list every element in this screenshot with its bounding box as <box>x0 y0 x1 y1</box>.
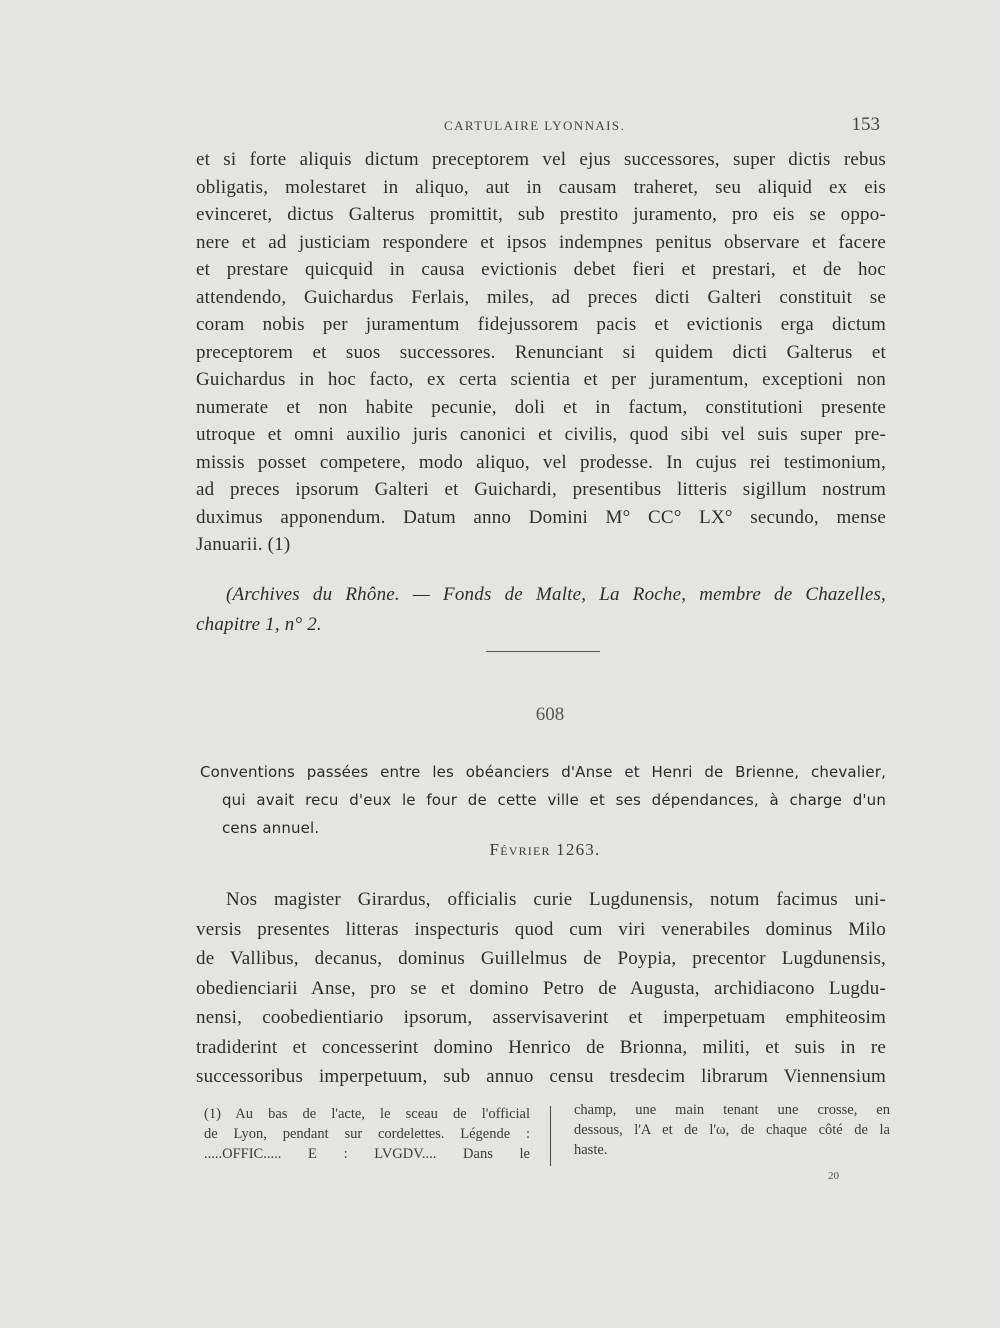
text-line: coram nobis per juramentum fidejussorem pacis et evictionis erga dictum <box>196 314 886 335</box>
footnote-right-column <box>574 1100 890 1160</box>
document-date: Février 1263. <box>489 840 601 859</box>
footnote-line: dessous, l'A et de l'ω, de chaque côté de la <box>574 1122 890 1138</box>
footnote-line: (1) Au bas de l'acte, le sceau de l'official <box>204 1106 530 1122</box>
document-number: 608 <box>535 704 565 725</box>
text-line: preceptorem et suos successores. Renunciant si quidem dicti Galterus et <box>196 341 886 363</box>
footnotes <box>204 1100 890 1172</box>
text-line: ad preces ipsorum Galteri et Guichardi, presentibus litteris sigillum nostrum <box>196 479 886 500</box>
text-line: attendendo, Guichardus Ferlais, miles, ad preces dicti Galteri constituit se <box>196 286 886 308</box>
text-line: nensi, coobedientiario ipsorum, asservisaverint et imperpetuam emphiteosim <box>196 1007 886 1028</box>
text-line: evinceret, dictus Galterus promittit, sub prestito juramento, pro eis se oppo- <box>196 204 886 225</box>
text-line: tradiderint et concesserint domino Henrico de Brionna, militi, et suis in re <box>196 1036 886 1058</box>
text-line: utroque et omni auxilio juris canonici et civilis, quod sibi vel suis super pre- <box>196 424 886 445</box>
text-line: Januarii. (1) <box>196 534 291 555</box>
citation-line: (Archives du Rhône. — Fonds de Malte, La Roche, membre de Chazelles, <box>226 584 886 605</box>
footnote-line: haste. <box>574 1142 608 1158</box>
heading-line: Conventions passées entre les obéanciers d'Anse et Henri de Brienne, chevalier, <box>200 763 886 781</box>
document-body <box>196 885 886 1092</box>
footnote-line: .....OFFIC..... E : LVGDV.... Dans le <box>204 1146 530 1162</box>
text-line: missis posset competere, modo aliquo, vel prodesse. In cujus rei testimonium, <box>196 451 886 473</box>
text-line: successoribus imperpetuum, sub annuo censu tresdecim librarum Viennensium <box>196 1066 886 1087</box>
citation-line: chapitre 1, n° 2. <box>196 614 322 635</box>
heading-line: cens annuel. <box>222 819 320 837</box>
footnote-column-rule <box>550 1106 551 1166</box>
continuation-paragraph <box>196 146 886 559</box>
text-line: numerate et non habite pecunie, doli et in factum, constitutioni presente <box>196 396 886 418</box>
text-line: obligatis, molestaret in aliquo, aut in causam traheret, seu aliquid ex eis <box>196 176 886 198</box>
page-number: 153 <box>851 114 880 135</box>
source-citation <box>196 580 886 640</box>
text-line: et prestare quicquid in causa evictionis debet fieri et prestari, et de hoc <box>196 259 886 280</box>
document-heading <box>200 758 886 842</box>
signature-mark: 20 <box>828 1170 839 1182</box>
text-line: Guichardus in hoc facto, ex certa scientia et per juramentum, exceptioni non <box>196 369 886 390</box>
section-separator <box>486 651 600 652</box>
running-head <box>196 114 886 138</box>
heading-line: qui avait recu d'eux le four de cette ville et ses dépendances, à charge d'un <box>222 791 886 809</box>
text-line: Nos magister Girardus, officialis curie Lugdunensis, notum facimus uni- <box>226 889 886 910</box>
footnote-left-column <box>204 1104 530 1164</box>
text-line: de Vallibus, decanus, dominus Guillelmus de Poypia, precentor Lugdunensis, <box>196 948 886 969</box>
footnote-line: champ, une main tenant une crosse, en <box>574 1102 890 1118</box>
running-title: CARTULAIRE LYONNAIS. <box>444 118 626 133</box>
text-line: nere et ad justiciam respondere et ipsos indempnes penitus observare et facere <box>196 231 886 253</box>
text-line: duximus apponendum. Datum anno Domini M° CC° LX° secundo, mense <box>196 506 886 528</box>
text-line: obedienciarii Anse, pro se et domino Petro de Augusta, archidiacono Lugdu- <box>196 977 886 999</box>
text-line: et si forte aliquis dictum preceptorem vel ejus successores, super dictis rebus <box>196 149 886 170</box>
text-line: versis presentes litteras inspecturis quod cum viri venerabiles dominus Milo <box>196 918 886 940</box>
footnote-line: de Lyon, pendant sur cordelettes. Légende : <box>204 1126 530 1142</box>
